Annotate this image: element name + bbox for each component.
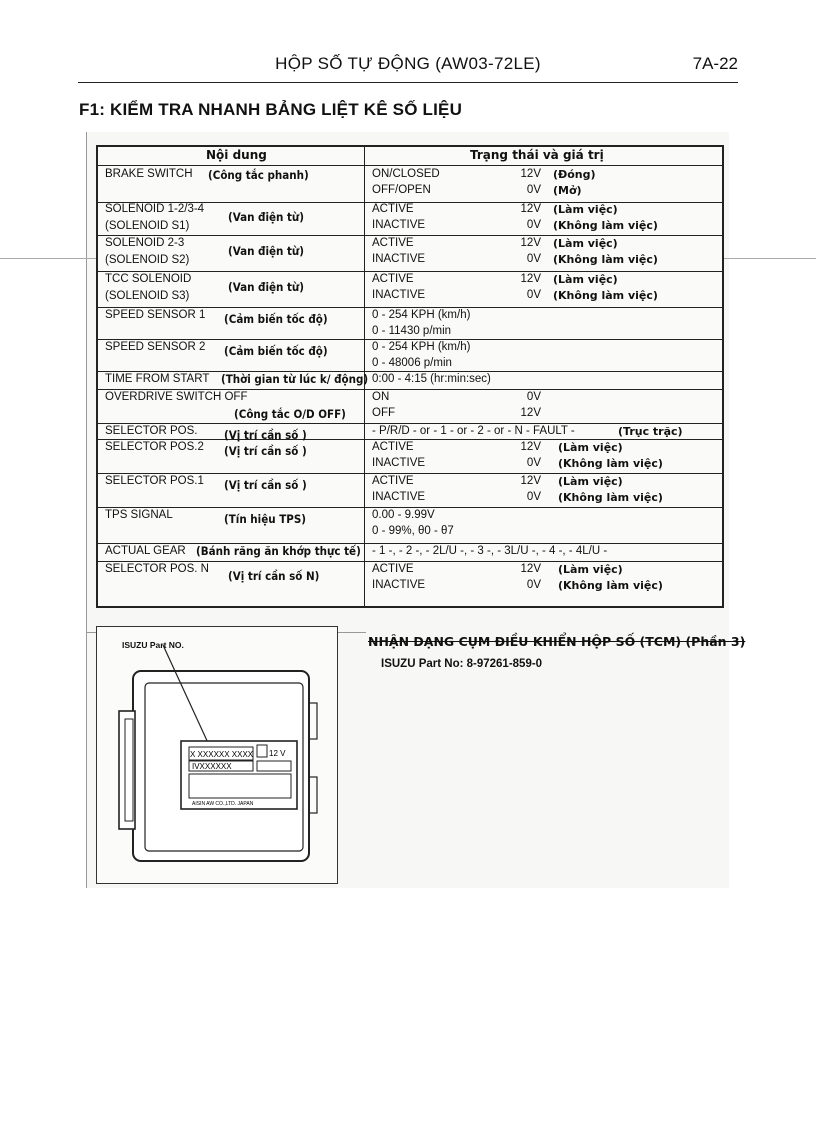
row-viet-label: (Vị trí cần số ) bbox=[224, 428, 307, 442]
row-note: (Làm việc) bbox=[553, 203, 618, 216]
table-row bbox=[98, 543, 722, 562]
diagram-part-label: ISUZU Part NO. bbox=[122, 640, 184, 650]
row-note: (Không làm việc) bbox=[553, 253, 658, 266]
row-state: ACTIVE bbox=[372, 237, 414, 249]
table-row bbox=[98, 165, 722, 203]
row-state: INACTIVE bbox=[372, 253, 426, 265]
row-voltage: 12V bbox=[520, 273, 541, 285]
col-header-content: Nội dung bbox=[206, 148, 267, 162]
row-note: (Làm việc) bbox=[558, 441, 623, 454]
row-state: - 1 -, - 2 -, - 2L/U -, - 3 -, - 3L/U -, - 4 -, - 4L/U - bbox=[372, 545, 608, 557]
row-viet-label: (Vị trí cần số N) bbox=[228, 569, 320, 583]
row-viet-label: (Van điện từ) bbox=[228, 210, 305, 224]
row-state: 0 - 254 KPH (km/h) bbox=[372, 309, 471, 321]
row-viet-label: (Vị trí cần số ) bbox=[224, 478, 307, 492]
row-note: (Đóng) bbox=[553, 168, 596, 181]
row-viet-label: (Van điện từ) bbox=[228, 244, 305, 258]
table-row bbox=[98, 235, 722, 272]
row-voltage: 0V bbox=[526, 219, 541, 231]
row-name: SELECTOR POS. N bbox=[105, 563, 209, 575]
page-title: HỘP SỐ TỰ ĐỘNG (AW03-72LE) bbox=[275, 54, 541, 73]
row-note: (Trục trặc) bbox=[618, 425, 683, 438]
row-state: ACTIVE bbox=[372, 203, 414, 215]
row-name: SELECTOR POS.1 bbox=[105, 475, 204, 487]
row-name: SELECTOR POS. bbox=[105, 425, 198, 437]
row-voltage: 12V bbox=[520, 563, 541, 575]
table-row bbox=[98, 201, 722, 236]
row-name-secondary: (SOLENOID S2) bbox=[105, 254, 190, 266]
table-row bbox=[98, 271, 722, 308]
row-state: INACTIVE bbox=[372, 457, 426, 469]
table-row bbox=[98, 389, 722, 424]
row-note: (Làm việc) bbox=[553, 237, 618, 250]
row-viet-label: (Tín hiệu TPS) bbox=[224, 512, 307, 526]
row-state: 0 - 99%, θ0 - θ7 bbox=[372, 525, 454, 537]
row-voltage: 12V bbox=[520, 475, 541, 487]
row-viet-label: (Van điện từ) bbox=[228, 280, 305, 294]
data-list-table bbox=[96, 145, 724, 608]
row-voltage: 12V bbox=[520, 168, 541, 180]
row-state: INACTIVE bbox=[372, 289, 426, 301]
row-viet-label: (Công tắc O/D OFF) bbox=[234, 407, 346, 421]
label-maker: AISIN AW CO.,LTD. JAPAN bbox=[192, 801, 254, 807]
row-state: ON bbox=[372, 391, 390, 403]
row-voltage: 0V bbox=[526, 457, 541, 469]
table-row bbox=[98, 307, 722, 340]
table-row bbox=[98, 339, 722, 372]
label-voltage: 12 V bbox=[269, 749, 286, 758]
tcm-section-title: NHẬN DẠNG CỤM ĐIỀU KHIỂN HỘP SỐ (TCM) (Phần 3) bbox=[368, 634, 746, 649]
row-state: 0 - 48006 p/min bbox=[372, 357, 452, 369]
row-name: SPEED SENSOR 2 bbox=[105, 341, 206, 353]
row-voltage: 0V bbox=[526, 579, 541, 591]
row-voltage: 0V bbox=[526, 391, 541, 403]
row-note: (Làm việc) bbox=[553, 273, 618, 286]
section-title: F1: KIỂM TRA NHANH BẢNG LIỆT KÊ SỐ LIỆU bbox=[79, 100, 463, 119]
row-state: 0 - 254 KPH (km/h) bbox=[372, 341, 471, 353]
row-note: (Làm việc) bbox=[558, 563, 623, 576]
row-state: INACTIVE bbox=[372, 579, 426, 591]
row-name: TCC SOLENOID bbox=[105, 273, 192, 285]
row-note: (Làm việc) bbox=[558, 475, 623, 488]
row-name-secondary: (SOLENOID S1) bbox=[105, 220, 190, 232]
row-note: (Không làm việc) bbox=[558, 491, 663, 504]
col-header-status: Trạng thái và giá trị bbox=[470, 148, 604, 162]
page-header bbox=[78, 52, 738, 83]
row-state: ACTIVE bbox=[372, 441, 414, 453]
row-state: 0:00 - 4:15 (hr:min:sec) bbox=[372, 373, 491, 385]
row-voltage: 0V bbox=[526, 184, 541, 196]
row-state: ACTIVE bbox=[372, 475, 414, 487]
table-row bbox=[98, 561, 722, 595]
tcm-bracket-1 bbox=[309, 703, 317, 739]
row-note: (Không làm việc) bbox=[558, 457, 663, 470]
row-name: TPS SIGNAL bbox=[105, 509, 173, 521]
row-note: (Không làm việc) bbox=[558, 579, 663, 592]
row-voltage: 0V bbox=[526, 491, 541, 503]
row-viet-label: (Công tắc phanh) bbox=[208, 168, 309, 182]
row-name: SELECTOR POS.2 bbox=[105, 441, 204, 453]
table-row bbox=[98, 439, 722, 474]
row-name: SOLENOID 1-2/3-4 bbox=[105, 203, 205, 215]
row-note: (Không làm việc) bbox=[553, 219, 658, 232]
table-row bbox=[98, 507, 722, 544]
label-code-2: IVXXXXXX bbox=[192, 762, 232, 771]
row-viet-label: (Cảm biến tốc độ) bbox=[224, 344, 328, 358]
row-state: ACTIVE bbox=[372, 273, 414, 285]
tcm-part-number: ISUZU Part No: 8-97261-859-0 bbox=[381, 658, 543, 670]
row-name: ACTUAL GEAR bbox=[105, 545, 186, 557]
row-name-secondary: (SOLENOID S3) bbox=[105, 290, 190, 302]
row-state: OFF/OPEN bbox=[372, 184, 431, 196]
row-state: - P/R/D - or - 1 - or - 2 - or - N - FAULT - bbox=[372, 425, 575, 437]
row-voltage: 0V bbox=[526, 253, 541, 265]
tcm-diagram bbox=[97, 627, 337, 883]
row-name: OVERDRIVE SWITCH OFF bbox=[105, 391, 248, 403]
label-code-1: X XXXXXX XXXX bbox=[190, 750, 254, 759]
table-header-row bbox=[98, 147, 722, 166]
row-note: (Không làm việc) bbox=[553, 289, 658, 302]
table-row bbox=[98, 423, 722, 440]
row-name: BRAKE SWITCH bbox=[105, 168, 193, 180]
tcm-diagram-frame bbox=[96, 626, 338, 884]
table-row bbox=[98, 473, 722, 508]
table-row bbox=[98, 371, 722, 390]
row-voltage: 12V bbox=[520, 407, 541, 419]
tcm-bracket-2 bbox=[309, 777, 317, 813]
row-state: ON/CLOSED bbox=[372, 168, 440, 180]
row-state: ACTIVE bbox=[372, 563, 414, 575]
row-name: TIME FROM START bbox=[105, 373, 210, 385]
row-note: (Mở) bbox=[553, 184, 582, 197]
row-viet-label: (Thời gian từ lúc k/ động) bbox=[221, 372, 369, 386]
row-voltage: 0V bbox=[526, 289, 541, 301]
row-state: INACTIVE bbox=[372, 491, 426, 503]
row-state: OFF bbox=[372, 407, 395, 419]
row-state: 0 - 11430 p/min bbox=[372, 325, 452, 337]
row-name: SPEED SENSOR 1 bbox=[105, 309, 206, 321]
row-viet-label: (Cảm biến tốc độ) bbox=[224, 312, 328, 326]
row-state: INACTIVE bbox=[372, 219, 426, 231]
row-state: 0.00 - 9.99V bbox=[372, 509, 435, 521]
row-voltage: 12V bbox=[520, 237, 541, 249]
row-voltage: 12V bbox=[520, 203, 541, 215]
row-viet-label: (Bánh răng ăn khớp thực tế) bbox=[196, 544, 361, 558]
row-viet-label: (Vị trí cần số ) bbox=[224, 444, 307, 458]
row-name: SOLENOID 2-3 bbox=[105, 237, 185, 249]
page-number: 7A-22 bbox=[692, 54, 738, 73]
row-voltage: 12V bbox=[520, 441, 541, 453]
